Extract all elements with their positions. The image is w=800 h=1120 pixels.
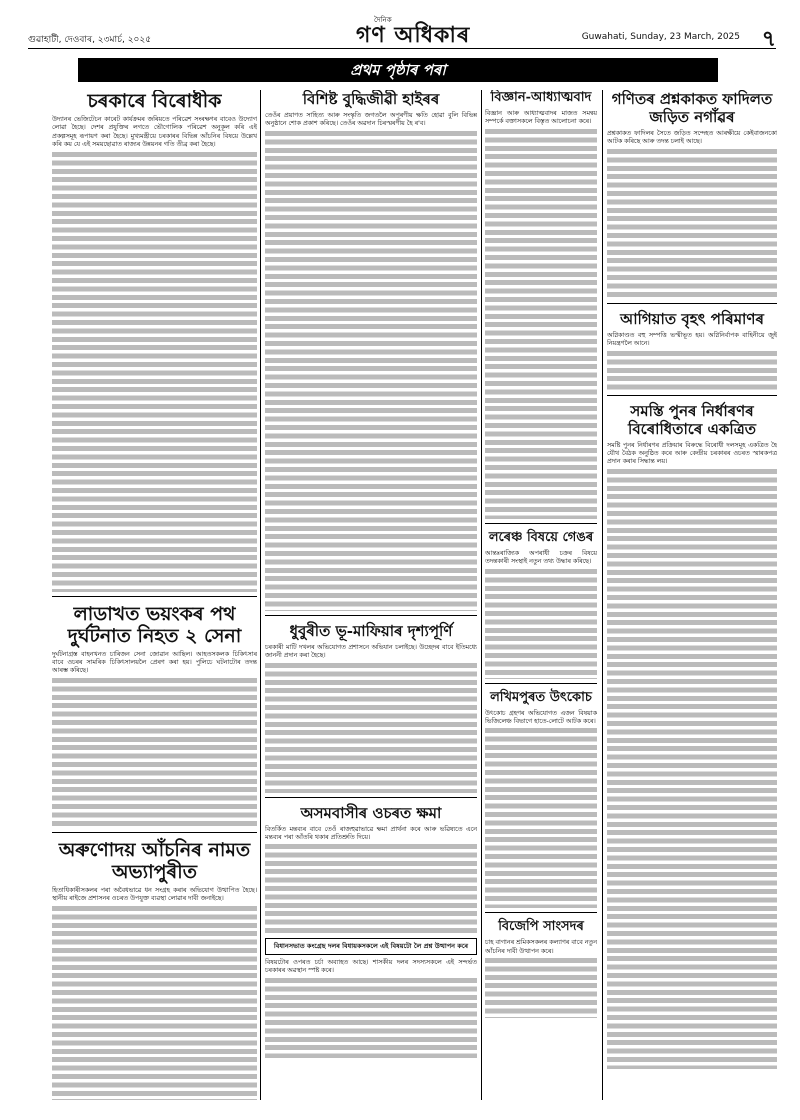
article-body-lines bbox=[607, 351, 777, 391]
article-body-lines bbox=[265, 844, 477, 934]
article-bjp-mp bbox=[485, 919, 597, 1022]
headline: লাডাখত ভয়ংকৰ পথ দুৰ্ঘটনাত নিহত ২ সেনা bbox=[67, 602, 242, 647]
article-body: প্ৰশ্নকাকত ফাদিলৰ সৈতে জড়িত সন্দেহত আৰক্ষীয়ে কেইবাজনকো আটক কৰিছে আৰু তদন্ত চলাই আছে। bbox=[607, 130, 777, 146]
headline: বিজেপি সাংসদৰ bbox=[498, 919, 584, 935]
date-english: Guwahati, Sunday, 23 March, 2025 bbox=[581, 32, 740, 42]
headline: বিজ্ঞান-আধ্যাত্মবাদ bbox=[490, 90, 592, 105]
article-dhubri-land-mafia bbox=[265, 622, 477, 798]
newspaper-logo bbox=[356, 18, 470, 55]
logo-tagline: দৈনিক bbox=[374, 16, 392, 24]
article-body-lines bbox=[607, 469, 777, 1069]
article-math-paper-leak bbox=[607, 90, 777, 304]
article-body-lines bbox=[265, 663, 477, 793]
article-body: আন্তঃৰাজ্যিক অপৰাধী চক্ৰৰ বিষয়ে তদন্তকাৰী সংস্থাই নতুন তথ্য উদ্ধাৰ কৰিছে। bbox=[485, 549, 597, 566]
article-body: সমষ্টি পুনৰ নিৰ্ধাৰণৰ প্ৰক্ৰিয়াৰ বিৰুদ্ধে বিৰোধী দলসমূহ একত্ৰিত হৈ যৌথ বৈঠক অনুষ্ঠিত কৰে আৰু কেন্দ্ৰীয় চৰকাৰৰ ওচৰত স্মাৰকপত্ৰ প্ৰদান কৰাৰ সিদ্ধান্ত লয়। bbox=[607, 441, 777, 466]
column-divider bbox=[602, 90, 603, 1100]
page-number: ৭ bbox=[761, 27, 776, 52]
article-apology bbox=[265, 804, 477, 1062]
article-body: দুৰ্ঘটনাগ্ৰস্ত বাহনখনত চাৰিজন সেনা জোৱান আছিল। আহতসকলক চিকিৎসাৰ বাবে ওচৰৰ সামৰিক চিকিৎসালয়লৈ প্ৰেৰণ কৰা হয়। পুলিচে ঘটনাটোৰ তদন্ত আৰম্ভ কৰিছে। bbox=[52, 650, 257, 675]
column-divider bbox=[260, 90, 261, 1100]
headline: আগিয়াত বৃহৎ পৰিমাণৰ bbox=[620, 309, 764, 328]
article-govt-opposition bbox=[52, 90, 257, 597]
article-lawrence-gang bbox=[485, 530, 597, 684]
headline: লৰেঞ্চ বিষয়ে গেঙৰ bbox=[488, 529, 594, 545]
article-science-spirituality bbox=[485, 90, 597, 524]
article-delimitation bbox=[607, 402, 777, 1073]
article-body-lines bbox=[485, 129, 597, 519]
article-fire bbox=[607, 310, 777, 396]
headline: অৰুণোদয় আঁচনিৰ নামত অভ্যাপুৰীত bbox=[58, 838, 251, 883]
column-2 bbox=[265, 90, 477, 1100]
masthead bbox=[28, 16, 776, 52]
article-body: উদ্যানৰ ভেজিটেচন কাৰেট কাৰ্যক্ৰমৰ জৰিয়তে পৰিৱেশ সংৰক্ষণৰ বাবেও উদ্যোগ লোৱা হৈছে। দেশৰ প্ৰযুক্তিৰ লগতে ভৌগোলিক পৰিৱেশ অনুকূল কৰি এই প্ৰকল্পসমূহ ৰূপায়ণ কৰা হৈছে। মুখ্যমন্ত্ৰীয়ে চৰকাৰৰ বিভিন্ন আঁচনিৰ বিষয়ে উল্লেখ কৰি কয় যে এই সময়ছোৱাত ৰাজ্যৰ উন্নয়নৰ গতি তীব্ৰ কৰা হৈছে। bbox=[52, 116, 257, 149]
article-body-lines bbox=[52, 906, 257, 1100]
date-bengali: গুৱাহাটী, দেওবাৰ, ২৩মাৰ্চ, ২০২৫ bbox=[28, 35, 152, 45]
article-body: বিতৰ্কিত মন্তব্যৰ বাবে তেওঁ ৰাজহুৱাভাৱে ক্ষমা প্ৰাৰ্থনা কৰে আৰু ভৱিষ্যতে এনে মন্তব্যৰ পৰা আঁতৰি থকাৰ প্ৰতিশ্ৰুতি দিয়ে। bbox=[265, 825, 477, 842]
column-3 bbox=[485, 90, 597, 1100]
article-body-lines bbox=[52, 678, 257, 828]
article-body-lines bbox=[485, 569, 597, 679]
article-body: চৰকাৰী মাটি দখলৰ অভিযোগত প্ৰশাসনে অভিযান চলাইছে। উচ্ছেদৰ বাবে ইতিমধ্যে জাননী প্ৰদান কৰা হৈছে। bbox=[265, 643, 477, 660]
article-body-lines bbox=[607, 149, 777, 299]
article-intellectual bbox=[265, 90, 477, 616]
column-1 bbox=[52, 90, 257, 1100]
headline: গণিতৰ প্ৰশ্নকাকত ফাদিলত জড়িত নগাঁৱৰ bbox=[611, 90, 773, 126]
article-body: চাহ বাগানৰ শ্ৰমিকসকলৰ কল্যাণৰ বাবে নতুন আঁচনিৰ দাবী উত্থাপন কৰে। bbox=[485, 939, 597, 955]
section-banner: প্ৰথম পৃষ্ঠাৰ পৰা bbox=[78, 58, 718, 82]
column-divider bbox=[481, 90, 482, 1100]
article-ladakh-accident bbox=[52, 603, 257, 833]
article-body: তেওঁৰ প্ৰয়াণত সাহিত্য আৰু সংস্কৃতি জগতলৈ অপূৰণীয় ক্ষতি হোৱা বুলি বিভিন্ন অনুষ্ঠানে শোক প্ৰকাশ কৰিছে। তেওঁৰ অৱদান চিৰস্মৰণীয় হৈ ৰ'ব। bbox=[265, 112, 477, 128]
article-body: উৎকোচ গ্ৰহণৰ অভিযোগত এজন বিষয়াক ভিজিলেঞ্চ বিভাগে হাতে-লোটে আটক কৰে। bbox=[485, 709, 597, 726]
headline: লখিমপুৰত উৎকোচ bbox=[490, 689, 592, 705]
article-body-lines bbox=[265, 978, 477, 1058]
headline: ধুবুৰীত ভূ-মাফিয়াৰ দৃশ্যপূৰ্ণি bbox=[289, 621, 453, 640]
headline: চৰকাৰে বিৰোধীক bbox=[87, 90, 222, 112]
headline: বিশিষ্ট বুদ্ধিজীৱী হাইৰৰ bbox=[302, 90, 440, 108]
logo-text: গণ অধিকাৰ bbox=[356, 22, 471, 48]
article-body: হিতাধিকাৰীসকলৰ পৰা অবৈধভাৱে ধন সংগ্ৰহ কৰাৰ অভিযোগ উত্থাপিত হৈছে। স্থানীয় ৰাইজে প্ৰশাসনৰ ওচৰত উপযুক্ত ব্যৱস্থা লোৱাৰ দাবী জনাইছে। bbox=[52, 886, 257, 903]
column-4 bbox=[607, 90, 777, 1100]
article-body-lines bbox=[485, 958, 597, 1018]
article-body: বিষয়টোৰ ওপৰত চৰ্চা অব্যাহত আছে। শাসকীয় দলৰ সদস্যসকলে এই সন্দৰ্ভত চৰকাৰৰ অৱস্থান স্পষ্ট কৰে। bbox=[265, 959, 477, 975]
article-body-lines bbox=[485, 728, 597, 908]
article-body: অগ্নিকাণ্ডত বহু সম্পত্তি ভস্মীভূত হয়। অগ্নিনিৰ্বাপক বাহিনীয়ে জুই নিয়ন্ত্ৰণলৈ আনে। bbox=[607, 331, 777, 348]
article-lakhimpur-bribe bbox=[485, 690, 597, 914]
article-arunodoi bbox=[52, 839, 257, 1100]
highlight-box: বিধানসভাত কংগ্ৰেছ দলৰ বিধায়কসকলে এই বিষয়টো লৈ প্ৰশ্ন উত্থাপন কৰে bbox=[265, 938, 477, 955]
article-body: বিজ্ঞান আৰু আধ্যাত্মবাদৰ মাজত সমন্বয় সম্পৰ্কে বক্তাসকলে বিস্তৃত আলোচনা কৰে। bbox=[485, 110, 597, 126]
headline: অসমবাসীৰ ওচৰত ক্ষমা bbox=[300, 803, 442, 822]
article-body-lines bbox=[265, 131, 477, 611]
headline: সমস্তি পুনৰ নিৰ্ধাৰণৰ বিৰোধিতাৰে একত্ৰিত bbox=[628, 401, 756, 438]
article-body-lines bbox=[52, 152, 257, 592]
